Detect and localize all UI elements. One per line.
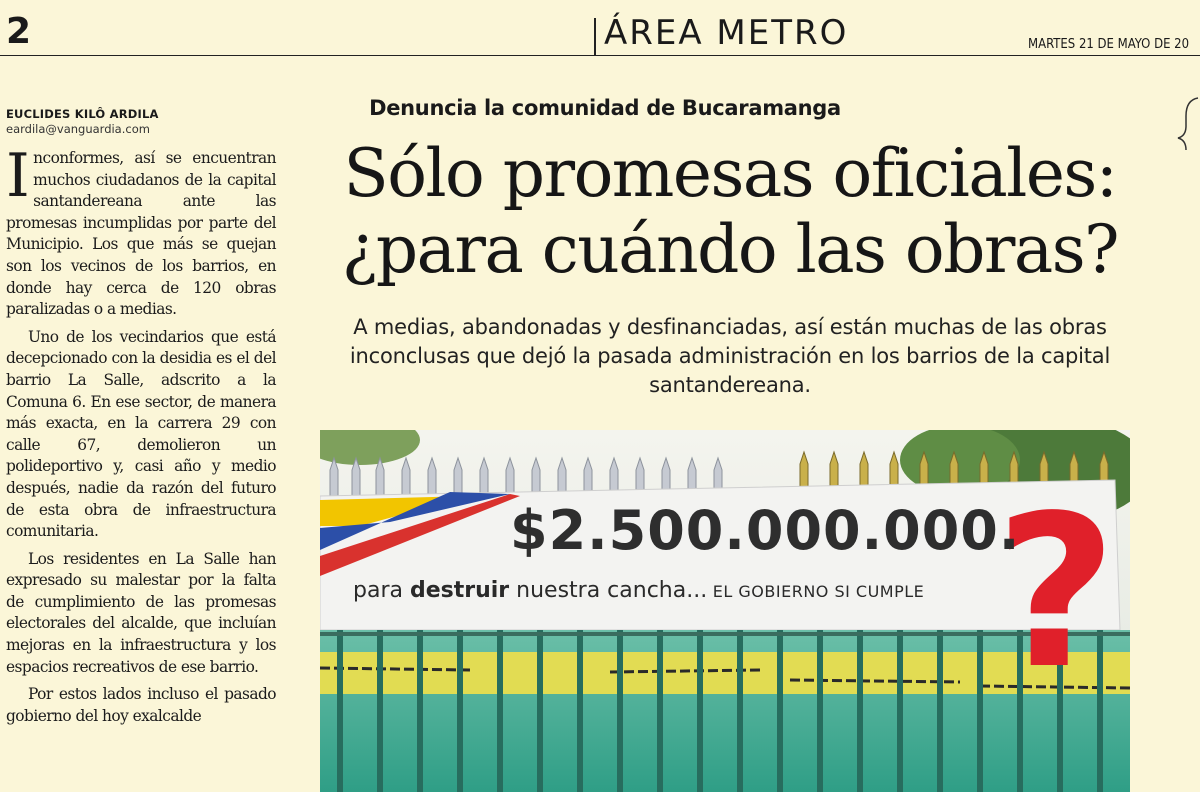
paragraph-3: Los residentes en La Salle han expresado su malestar por la falta de cumplimiento de las promesas electorales del alcalde, que incluían mejoras en la infraestructura y los espacios recreativos de ese barrio. [6,549,276,676]
question-mark-icon: ? [995,470,1117,715]
header-rule [0,55,1200,56]
subheadline: A medias, abandonadas y desfinanciadas, así están muchas de las obras inconclusas que dejó la pasada administración en los barrios de la capital santandereana. [349,315,1111,397]
article-body [6,141,276,733]
headline [300,136,1160,288]
issue-date: MARTES 21 DE MAYO DE 20 [1028,37,1190,52]
paragraph-4: Por estos lados incluso el pasado gobierno del hoy exalcalde [6,685,276,725]
kicker: Denuncia la comunidad de Bucaramanga [369,96,841,120]
drop-cap: I [6,141,30,211]
header-separator [594,18,596,56]
banner-slogan: para destruir nuestra cancha... EL GOBIERNO SI CUMPLE [353,578,925,603]
section-title: ÁREA METRO [604,13,849,53]
banner-amount: $2.500.000.000. [510,499,1021,562]
margin-bracket-icon [1176,96,1200,236]
paragraph-1: Inconformes, así se encuentran muchos ciudadanos de la capital santandereana ante las promesas incumplidas por parte del Municipio. Los que más se quejan son los vecinos de los barrios, en donde hay cerca de 120 obras paralizadas o a medias. [6,141,276,319]
paragraph-2: Uno de los vecindarios que está decepcionado con la desidia es el del barrio La Salle, adscrito a la Comuna 6. En ese sector, de manera más exacta, en la carrera 29 con calle 67, demolieron un polideportivo y, casi año y medio después, nadie da razón del futuro de esta obra de infraestructura comunitaria. [6,327,276,541]
headline-line-1: Sólo promesas oficiales: [343,135,1117,212]
author-email[interactable]: eardila@vanguardia.com [6,122,150,136]
page-number: 2 [6,11,32,52]
author-name: EUCLIDES KILÔ ARDILA [6,107,159,121]
headline-line-2: ¿para cuándo las obras? [341,211,1119,288]
article-photo [320,430,1130,792]
photo-scene [320,430,1130,792]
